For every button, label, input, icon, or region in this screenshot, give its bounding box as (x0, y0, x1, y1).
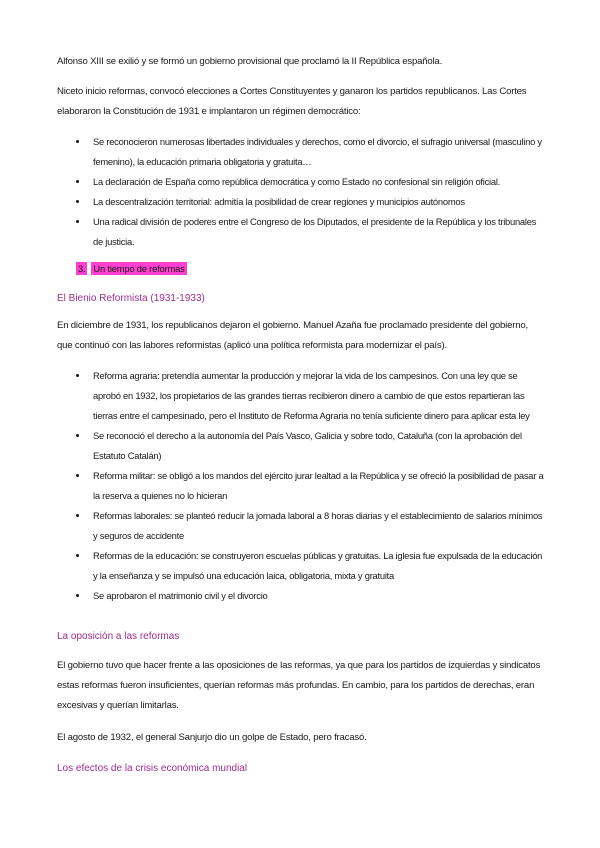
oposicion-paragraph: El gobierno tuvo que hacer frente a las oposiciones de las reformas, ya que para los partidos de izquierdas y sindicatos estas reformas fueron insuficientes, querían reformas más profundas. En cambio, para los partidos de derechas, eran excesivas y querían limitarlas. (57, 660, 541, 711)
section-number: 3. (78, 263, 86, 274)
heading-oposicion: La oposición a las reformas (57, 631, 180, 642)
heading-bienio: El Bienio Reformista (1931-1933) (57, 293, 205, 304)
list-item: Se reconocieron numerosas libertades individuales y derechos, como el divorcio, el sufragio universal (masculino y femenino), la educación primaria obligatoria y gratuita… (57, 132, 545, 172)
bullet-icon (76, 594, 79, 597)
reforms-list (57, 366, 545, 606)
list-item: Se reconoció el derecho a la autonomía del País Vasco, Galicia y sobre todo, Cataluña (con la aprobación del Estatuto Catalán) (57, 426, 545, 466)
bullet-icon (76, 554, 79, 557)
list-item: Reforma militar: se obligó a los mandos del ejército jurar lealtad a la República y se ofreció la posibilidad de pasar a la reserva a quienes no lo hicieran (57, 466, 545, 506)
bullet-icon (76, 140, 79, 143)
intro-paragraph: Alfonso XIII se exilió y se formó un gobierno provisional que proclamó la II República española. (57, 56, 443, 67)
bullet-icon (76, 200, 79, 203)
bullet-icon (76, 474, 79, 477)
list-item: Una radical división de poderes entre el Congreso de los Diputados, el presidente de la República y los tribunales de justicia. (57, 212, 545, 252)
list-item: Reforma agraria: pretendía aumentar la producción y mejorar la vida de los campesinos. Con una ley que se aprobó en 1932, los propietarios de las grandes tierras recibieron dinero a cambio de que estos repartieran las tierras entre el campesinado, pero el Instituto de Reforma Agraria no tenía suficiente dinero para aplicar esta ley (57, 366, 545, 426)
list-item: La declaración de España como república democrática y como Estado no confesional sin religión oficial. (57, 172, 545, 192)
list-item: La descentralización territorial: admitía la posibilidad de crear regiones y municipios autónomos (57, 192, 545, 212)
list-item: Reformas laborales: se planteó reducir la jornada laboral a 8 horas diarias y el establecimiento de salarios mínimos y seguros de accidente (57, 506, 545, 546)
sanjurjo-paragraph: El agosto de 1932, el general Sanjurjo dio un golpe de Estado, pero fracasó. (57, 732, 367, 743)
bienio-paragraph: En diciembre de 1931, los republicanos dejaron el gobierno. Manuel Azaña fue proclamado presidente del gobierno, que continuó con las labores reformistas (aplicó una política reformista para modernizar el país). (57, 320, 528, 351)
bullet-icon (76, 434, 79, 437)
section-heading-3 (76, 262, 187, 276)
cortes-paragraph: Niceto inicio reformas, convocó elecciones a Cortes Constituyentes y ganaron los partidos republicanos. Las Cortes elaboraron la Constitución de 1931 e implantaron un régimen democrático: (57, 86, 527, 117)
list-item: Se aprobaron el matrimonio civil y el divorcio (57, 586, 545, 606)
bullet-icon (76, 220, 79, 223)
bullet-icon (76, 180, 79, 183)
bullet-icon (76, 374, 79, 377)
heading-crisis: Los efectos de la crisis económica mundial (57, 763, 248, 774)
bullet-icon (76, 514, 79, 517)
section-title: Un tiempo de reformas (93, 263, 185, 274)
constitution-list (57, 132, 545, 252)
list-item: Reformas de la educación: se construyeron escuelas públicas y gratuitas. La iglesia fue expulsada de la educación y la enseñanza y se impulsó una educación laica, obligatoria, mixta y gratuita (57, 546, 545, 586)
